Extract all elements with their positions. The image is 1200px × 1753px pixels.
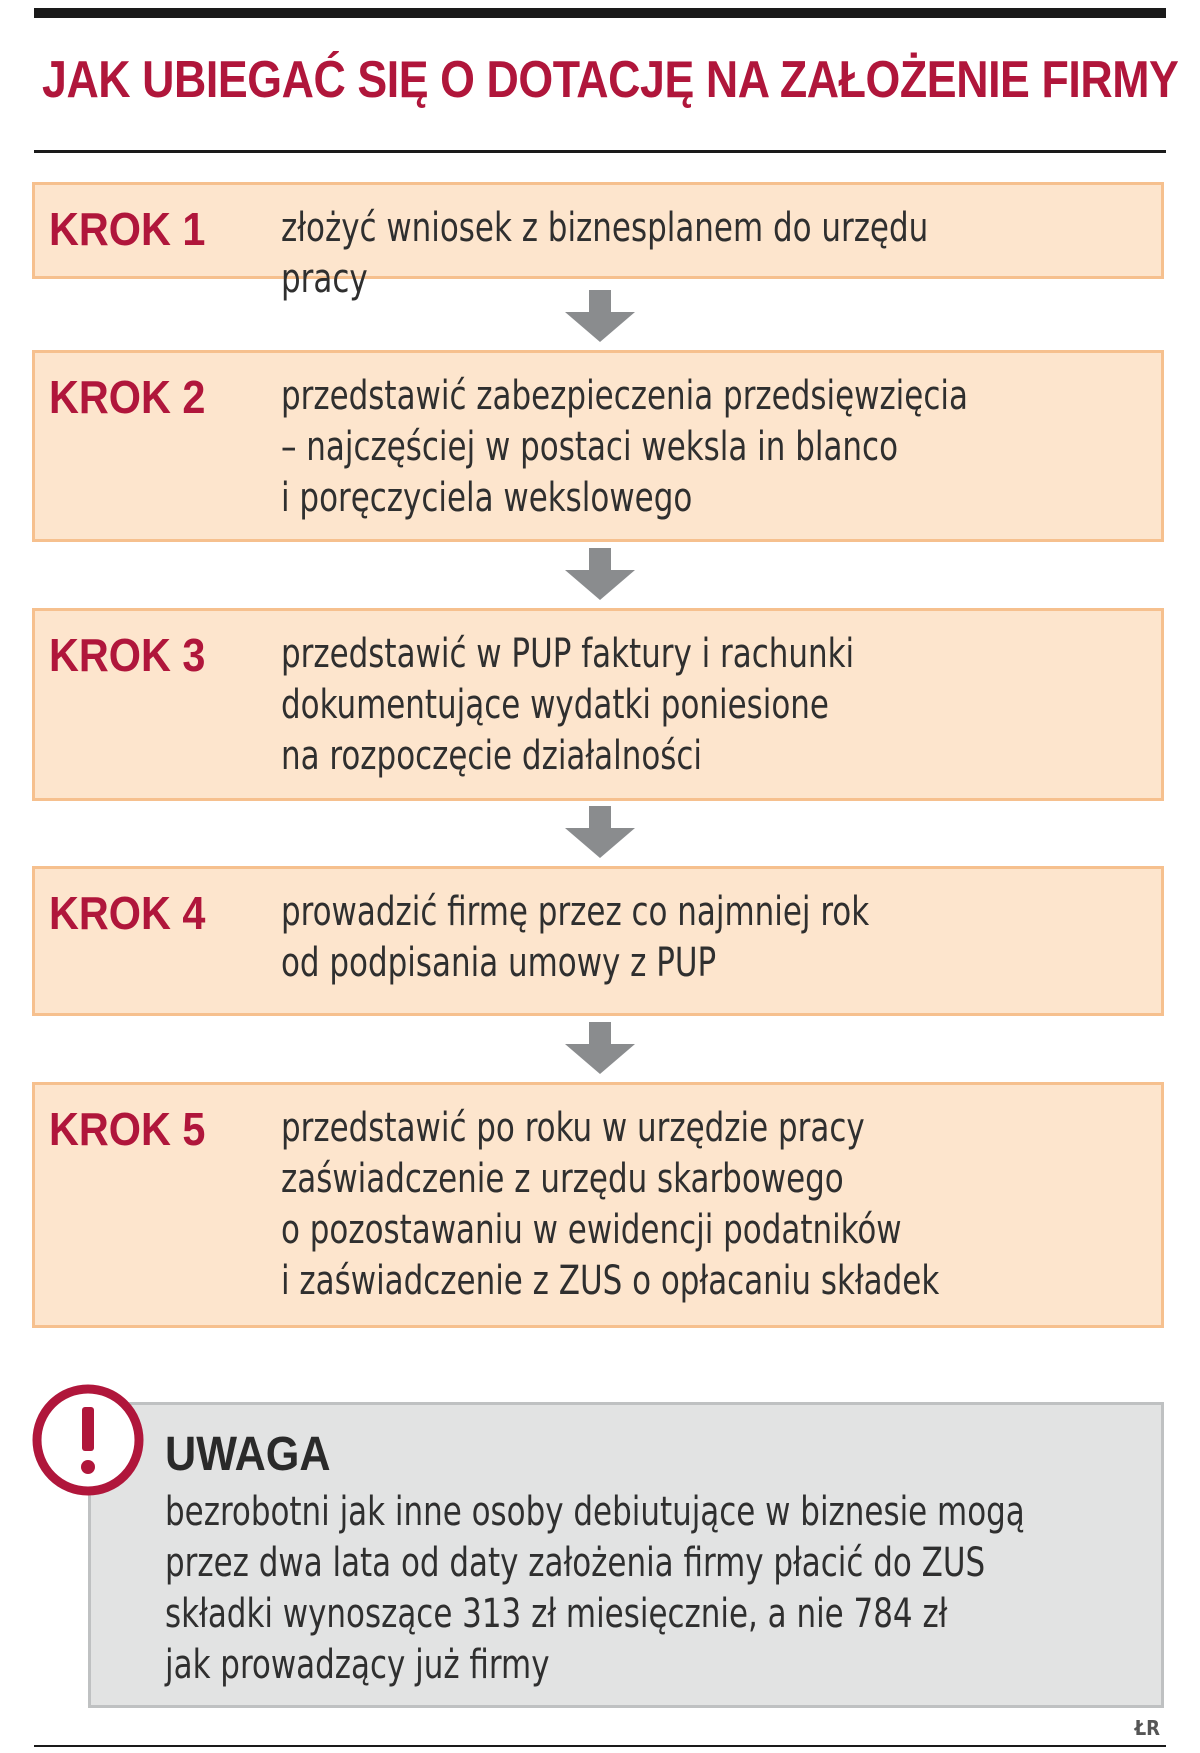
page-title: JAK UBIEGAĆ SIĘ O DOTACJĘ NA ZAŁOŻENIE FIRMY [42, 51, 1179, 109]
note-title: UWAGA [165, 1428, 331, 1481]
note-text: bezrobotni jak inne osoby debiutujące w biznesie mogą przez dwa lata od daty założenia firmy płacić do ZUS składki wynoszące 313 zł miesięcznie, a nie 784 zł jak prowadzący już firmy [165, 1489, 1025, 1688]
step-4-box [32, 866, 1164, 1016]
title-rule [34, 150, 1166, 153]
arrow-down-icon [565, 1022, 635, 1074]
step-1-box [32, 182, 1164, 302]
arrow-down-icon [565, 548, 635, 600]
exclamation-icon [30, 1382, 146, 1498]
step-5-text: przedstawić po roku w urzędzie pracy zaświadczenie z urzędu skarbowego o pozostawaniu w ewidencji podatników i zaświadczenie z ZUS o opłacaniu składek [281, 1105, 940, 1304]
step-1-text: złożyć wniosek z biznesplanem do urzędu pracy [281, 205, 929, 302]
step-3-text: przedstawić w PUP faktury i rachunki dokumentujące wydatki poniesione na rozpoczęcie działalności [281, 631, 855, 779]
step-3-box [32, 608, 1164, 801]
step-5-label: KROK 5 [49, 1103, 206, 1155]
step-2-label: KROK 2 [49, 371, 206, 423]
arrow-down-icon [565, 290, 635, 342]
step-4-label: KROK 4 [49, 887, 206, 939]
arrow-down-icon [565, 806, 635, 858]
warning-note [88, 1402, 1164, 1708]
top-rule [34, 8, 1166, 18]
step-2-box [32, 350, 1164, 542]
step-5-box [32, 1082, 1164, 1328]
step-2-text: przedstawić zabezpieczenia przedsięwzięcia – najczęściej w postaci weksla in blanco i poręczyciela wekslowego [281, 373, 968, 521]
step-4-text: prowadzić firmę przez co najmniej rok od podpisania umowy z PUP [281, 889, 870, 986]
step-1-label: KROK 1 [49, 203, 206, 255]
bottom-rule [34, 1745, 1166, 1747]
step-3-label: KROK 3 [49, 629, 206, 681]
author-credit: ŁR [1134, 1716, 1160, 1740]
